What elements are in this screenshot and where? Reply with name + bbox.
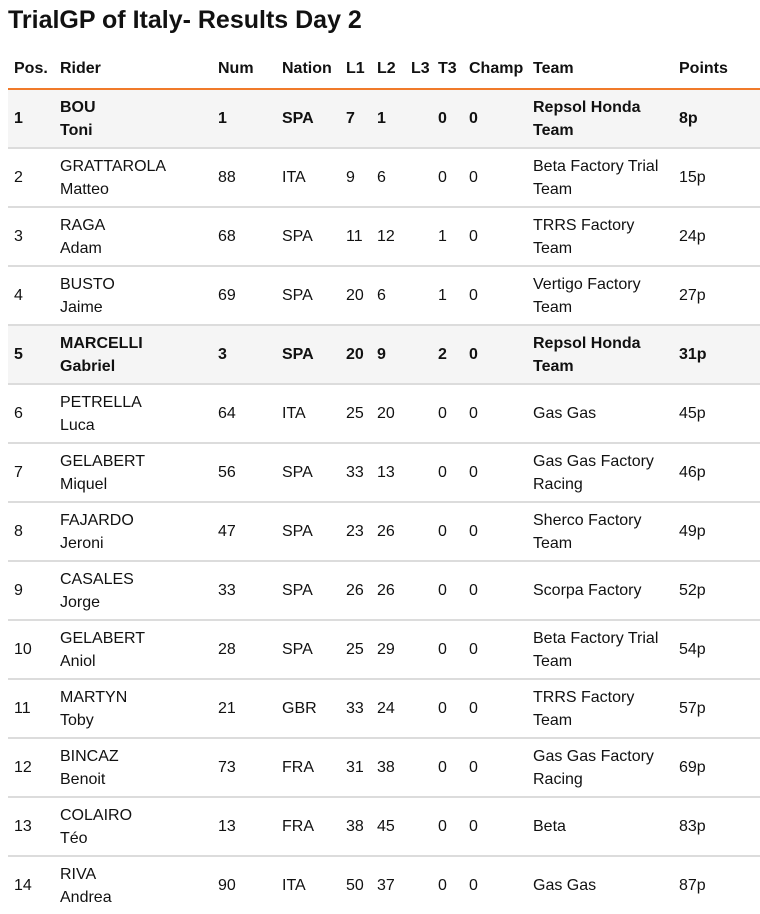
points-cell: 49p: [673, 502, 760, 561]
table-row: [8, 561, 760, 620]
champ-cell: 0: [463, 738, 527, 797]
l2-cell: 12: [371, 207, 405, 266]
column-header: Team: [527, 50, 673, 89]
team-cell: Scorpa Factory: [527, 561, 673, 620]
t3-cell: 0: [432, 502, 463, 561]
nation-cell: SPA: [276, 207, 340, 266]
nation-cell: ITA: [276, 148, 340, 207]
l2-cell: 6: [371, 148, 405, 207]
rider-firstname: Miquel: [60, 475, 108, 493]
pos-cell: 1: [8, 89, 54, 148]
t3-cell: 0: [432, 679, 463, 738]
rider-cell: [54, 148, 212, 207]
t3-cell: 1: [432, 207, 463, 266]
rider-cell: [54, 679, 212, 738]
num-cell: 90: [218, 877, 236, 894]
champ-cell: 0: [463, 620, 527, 679]
l1-cell: 20: [340, 325, 371, 384]
nation-cell: GBR: [276, 679, 340, 738]
table-row: [8, 325, 760, 384]
rider-lastname: GELABERT: [60, 629, 146, 647]
num-cell: 3: [212, 325, 276, 384]
pos-cell: 7: [8, 443, 54, 502]
results-table: [8, 50, 760, 914]
rider-firstname: Adam: [60, 239, 102, 257]
champ-cell: 0: [463, 502, 527, 561]
pos-cell: 2: [8, 148, 54, 207]
nation-cell: SPA: [276, 325, 340, 384]
champ-cell: 0: [463, 443, 527, 502]
rider-lastname: RIVA: [60, 865, 97, 883]
column-header: Pos.: [8, 50, 54, 89]
champ-cell: 0: [463, 384, 527, 443]
table-row: [8, 502, 760, 561]
rider-cell: [54, 620, 212, 679]
t3-cell: 0: [432, 443, 463, 502]
rider-firstname: Benoit: [60, 770, 106, 788]
rider-firstname: Jeroni: [60, 534, 104, 552]
table-row: [8, 207, 760, 266]
nation-cell: ITA: [276, 384, 340, 443]
l3-cell: [405, 148, 432, 207]
rider-cell: [54, 207, 212, 266]
page-title: TrialGP of Italy- Results Day 2: [8, 6, 362, 34]
table-row: [8, 620, 760, 679]
t3-cell: 0: [432, 89, 463, 148]
l2-cell: 6: [371, 266, 405, 325]
rider-lastname: MARTYN: [60, 688, 128, 706]
points-cell: 69p: [673, 738, 760, 797]
l3-cell: [405, 443, 432, 502]
rider-firstname: Aniol: [60, 652, 96, 670]
nation-cell: SPA: [276, 89, 340, 148]
rider-cell: [54, 797, 212, 856]
num-cell: 88: [212, 148, 276, 207]
team-cell: Gas Gas: [533, 877, 597, 894]
team-cell: TRRS Factory Team: [527, 679, 673, 738]
l3-cell: [405, 620, 432, 679]
pos-cell: 11: [8, 679, 54, 738]
rider-cell: [54, 443, 212, 502]
pos-cell: 5: [8, 325, 54, 384]
num-cell: 47: [212, 502, 276, 561]
table-row: [8, 679, 760, 738]
rider-firstname: Matteo: [60, 180, 109, 198]
pos-cell: 13: [8, 797, 54, 856]
t3-cell: 1: [432, 266, 463, 325]
team-cell: Beta Factory Trial Team: [527, 148, 673, 207]
nation-cell: ITA: [282, 877, 306, 894]
t3-cell: 0: [432, 384, 463, 443]
points-cell: 31p: [673, 325, 760, 384]
l1-cell: 33: [340, 679, 371, 738]
rider-firstname: Andrea: [60, 888, 112, 906]
champ-cell: 0: [469, 877, 478, 894]
champ-cell: 0: [463, 89, 527, 148]
pos-cell: 8: [8, 502, 54, 561]
l2-cell: 38: [371, 738, 405, 797]
l3-cell: [405, 679, 432, 738]
table-row: [8, 89, 760, 148]
column-header: Num: [212, 50, 276, 89]
l1-cell: 26: [340, 561, 371, 620]
l1-cell: 23: [340, 502, 371, 561]
team-cell: Beta: [527, 797, 673, 856]
rider-lastname: GRATTAROLA: [60, 157, 167, 175]
column-header: Rider: [54, 50, 212, 89]
table-row: [8, 797, 760, 856]
num-cell: 68: [212, 207, 276, 266]
t3-cell: 0: [432, 148, 463, 207]
l1-cell: 25: [340, 620, 371, 679]
l1-cell: 9: [340, 148, 371, 207]
champ-cell: 0: [463, 561, 527, 620]
pos-cell: 12: [8, 738, 54, 797]
rider-firstname: Luca: [60, 416, 95, 434]
rider-cell: [54, 384, 212, 443]
champ-cell: 0: [463, 679, 527, 738]
l2-cell: 26: [371, 502, 405, 561]
num-cell: 64: [212, 384, 276, 443]
pos-cell: 6: [8, 384, 54, 443]
l3-cell: [405, 325, 432, 384]
team-cell: Gas Gas Factory Racing: [527, 738, 673, 797]
l1-cell: 20: [340, 266, 371, 325]
points-cell: 52p: [673, 561, 760, 620]
team-cell: Gas Gas Factory Racing: [527, 443, 673, 502]
points-cell: 45p: [673, 384, 760, 443]
column-header: L1: [340, 50, 371, 89]
t3-cell: 0: [432, 797, 463, 856]
nation-cell: SPA: [276, 561, 340, 620]
pos-cell: 10: [8, 620, 54, 679]
num-cell: 21: [212, 679, 276, 738]
rider-cell: [54, 266, 212, 325]
points-cell: 57p: [673, 679, 760, 738]
t3-cell: 0: [438, 877, 447, 894]
points-cell: 87p: [679, 877, 706, 894]
header-row: [8, 50, 760, 89]
l2-cell: 37: [377, 877, 395, 894]
rider-lastname: RAGA: [60, 216, 106, 234]
rider-firstname: Jaime: [60, 298, 103, 316]
rider-cell: [54, 325, 212, 384]
champ-cell: 0: [463, 325, 527, 384]
points-cell: 54p: [673, 620, 760, 679]
l1-cell: 33: [340, 443, 371, 502]
l2-cell: 9: [371, 325, 405, 384]
t3-cell: 0: [432, 620, 463, 679]
team-cell: Vertigo Factory Team: [527, 266, 673, 325]
points-cell: 24p: [673, 207, 760, 266]
champ-cell: 0: [463, 207, 527, 266]
column-header: Champ: [463, 50, 527, 89]
l3-cell: [405, 266, 432, 325]
champ-cell: 0: [463, 266, 527, 325]
rider-firstname: Téo: [60, 829, 88, 847]
l2-cell: 24: [371, 679, 405, 738]
num-cell: 13: [212, 797, 276, 856]
rider-firstname: Toni: [60, 121, 93, 139]
points-cell: 27p: [673, 266, 760, 325]
nation-cell: SPA: [276, 266, 340, 325]
l3-cell: [405, 856, 432, 914]
rider-cell: [54, 561, 212, 620]
rider-lastname: CASALES: [60, 570, 134, 588]
rider-cell: [54, 856, 212, 914]
l1-cell: 11: [340, 207, 371, 266]
l1-cell: 25: [340, 384, 371, 443]
nation-cell: SPA: [276, 443, 340, 502]
team-cell: Beta Factory Trial Team: [527, 620, 673, 679]
pos-cell: 4: [8, 266, 54, 325]
l2-cell: 20: [371, 384, 405, 443]
team-cell: Repsol Honda Team: [527, 325, 673, 384]
rider-cell: [54, 502, 212, 561]
rider-lastname: BINCAZ: [60, 747, 119, 765]
rider-lastname: GELABERT: [60, 452, 146, 470]
l1-cell: 31: [340, 738, 371, 797]
table-row: [8, 384, 760, 443]
points-cell: 8p: [673, 89, 760, 148]
rider-lastname: BUSTO: [60, 275, 115, 293]
rider-firstname: Jorge: [60, 593, 101, 611]
l2-cell: 45: [371, 797, 405, 856]
column-header: Points: [673, 50, 760, 89]
rider-lastname: FAJARDO: [60, 511, 134, 529]
rider-firstname: Gabriel: [60, 357, 116, 375]
column-header: T3: [432, 50, 463, 89]
l2-cell: 26: [371, 561, 405, 620]
column-header: Nation: [276, 50, 340, 89]
l3-cell: [405, 89, 432, 148]
pos-cell: 9: [8, 561, 54, 620]
nation-cell: FRA: [276, 797, 340, 856]
nation-cell: SPA: [276, 620, 340, 679]
l1-cell: 38: [340, 797, 371, 856]
team-cell: Repsol Honda Team: [527, 89, 673, 148]
rider-firstname: Toby: [60, 711, 94, 729]
l3-cell: [405, 502, 432, 561]
l2-cell: 1: [371, 89, 405, 148]
points-cell: 46p: [673, 443, 760, 502]
column-header: L3: [405, 50, 432, 89]
team-cell: Sherco Factory Team: [527, 502, 673, 561]
table-row: [8, 148, 760, 207]
t3-cell: 0: [432, 561, 463, 620]
table-row: [8, 266, 760, 325]
l2-cell: 13: [371, 443, 405, 502]
rider-cell: [54, 738, 212, 797]
l3-cell: [405, 207, 432, 266]
table-row: [8, 856, 760, 914]
l2-cell: 29: [371, 620, 405, 679]
points-cell: 83p: [673, 797, 760, 856]
num-cell: 33: [212, 561, 276, 620]
rider-lastname: MARCELLI: [60, 334, 143, 352]
num-cell: 69: [212, 266, 276, 325]
champ-cell: 0: [463, 148, 527, 207]
table-row: [8, 738, 760, 797]
nation-cell: SPA: [276, 502, 340, 561]
rider-lastname: COLAIRO: [60, 806, 133, 824]
l1-cell: 50: [346, 877, 364, 894]
num-cell: 56: [212, 443, 276, 502]
l3-cell: [405, 561, 432, 620]
rider-lastname: PETRELLA: [60, 393, 142, 411]
column-header: L2: [371, 50, 405, 89]
num-cell: 28: [212, 620, 276, 679]
t3-cell: 2: [432, 325, 463, 384]
l3-cell: [405, 738, 432, 797]
nation-cell: FRA: [276, 738, 340, 797]
rider-cell: [54, 89, 212, 148]
pos-cell: 3: [8, 207, 54, 266]
l3-cell: [405, 384, 432, 443]
champ-cell: 0: [463, 797, 527, 856]
num-cell: 73: [212, 738, 276, 797]
pos-cell: 14: [14, 877, 32, 894]
num-cell: 1: [212, 89, 276, 148]
l1-cell: 7: [340, 89, 371, 148]
team-cell: TRRS Factory Team: [527, 207, 673, 266]
t3-cell: 0: [432, 738, 463, 797]
team-cell: Gas Gas: [527, 384, 673, 443]
points-cell: 15p: [673, 148, 760, 207]
rider-lastname: BOU: [60, 98, 96, 116]
table-row: [8, 443, 760, 502]
l3-cell: [405, 797, 432, 856]
